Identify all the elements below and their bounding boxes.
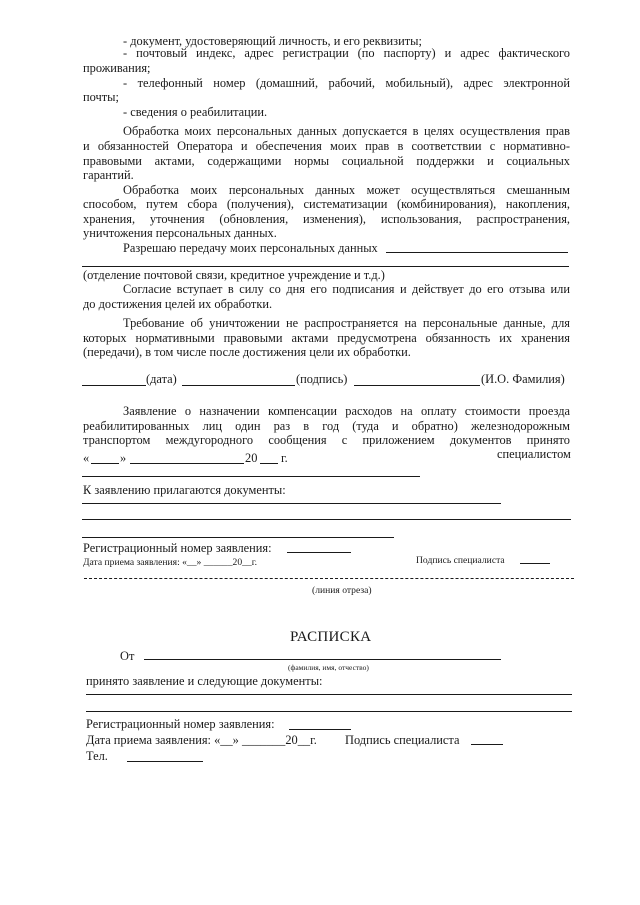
cut-line	[84, 578, 574, 579]
bullet-phone-line-2: почты;	[83, 90, 119, 104]
receipt-date-label: Дата приема заявления: «__» ______20__г.	[83, 557, 257, 568]
reg-number-label: Регистрационный номер заявления:	[83, 541, 272, 555]
transfer-hint: (отделение почтовой связи, кредитное учреждение и т.д.)	[83, 268, 385, 282]
method-line-4: уничтожения персональных данных.	[83, 226, 277, 240]
receipt-reg-number-field[interactable]	[289, 729, 351, 730]
receipt-specialist-sign-field[interactable]	[471, 744, 503, 745]
transfer-recipient-field-2[interactable]	[82, 266, 569, 267]
attachments-field-3[interactable]	[82, 537, 394, 538]
validity-line-1: Согласие вступает в силу со дня его подписания и действует до его отзыва или	[123, 282, 570, 296]
acceptance-year-prefix: 20	[245, 451, 258, 465]
destroy-line-1: Требование об уничтожении не распространяется на персональные данные, для	[123, 316, 570, 330]
date-close-quote: »	[120, 451, 127, 465]
transfer-recipient-field[interactable]	[386, 252, 568, 253]
bullet-phone-line-1: - телефонный номер (домашний, рабочий, мобильный), адрес электронной	[123, 76, 570, 90]
full-name-caption: (И.О. Фамилия)	[481, 372, 565, 386]
receipt-accepted-label: принято заявление и следующие документы:	[86, 674, 323, 688]
method-line-3: хранения, уточнения (обновления, изменения), использования, распространения,	[83, 212, 570, 226]
destroy-line-3: (передачи), в том числе после достижения цели их обработки.	[83, 345, 411, 359]
date-field[interactable]	[82, 385, 146, 386]
bullet-id-doc: - документ, удостоверяющий личность, и его реквизиты;	[123, 34, 422, 48]
receipt-documents-field-2[interactable]	[86, 711, 572, 712]
purpose-line-1: Обработка моих персональных данных допускается в целях осуществления прав	[123, 124, 570, 138]
attachments-field-2[interactable]	[82, 519, 571, 520]
specialist-sign-label: Подпись специалиста	[416, 555, 505, 566]
acceptance-line-2: реабилитированных лиц один раз в год (туда и обратно) железнодорожным	[83, 419, 570, 433]
acceptance-month-field[interactable]	[130, 463, 244, 464]
method-line-2: способом, путем сбора (получения), систематизации (комбинирования), накопления,	[83, 197, 570, 211]
receipt-title: РАСПИСКА	[290, 629, 372, 645]
date-caption: (дата)	[146, 372, 177, 386]
receipt-from-label: От	[120, 649, 135, 663]
destroy-line-2: которых нормативными правовыми актами предусмотрена обязанность их хранения	[83, 331, 570, 345]
purpose-line-4: гарантий.	[83, 168, 134, 182]
receipt-from-hint: (фамилия, имя, отчество)	[288, 663, 369, 672]
method-line-1: Обработка моих персональных данных может осуществляться смешанным	[123, 183, 570, 197]
receipt-phone-label: Тел.	[86, 749, 108, 763]
receipt-specialist-sign-label: Подпись специалиста	[345, 733, 460, 747]
specialist-label: специалистом	[497, 447, 571, 461]
reg-number-field[interactable]	[287, 552, 351, 553]
receipt-documents-field-1[interactable]	[86, 694, 572, 695]
date-open-quote: «	[83, 451, 90, 465]
attachments-label: К заявлению прилагаются документы:	[83, 483, 286, 497]
bullet-rehab: - сведения о реабилитации.	[123, 105, 268, 119]
purpose-line-2: и обязанностей Оператора и обеспечения моих прав в соответствии с нормативно-	[83, 139, 570, 153]
validity-line-2: до достижения целей их обработки.	[83, 297, 273, 311]
attachments-field-1[interactable]	[82, 503, 501, 504]
specialist-sign-field[interactable]	[520, 563, 550, 564]
full-name-field[interactable]	[354, 385, 480, 386]
receipt-date-label: Дата приема заявления: «__» _______20__г.	[86, 733, 317, 747]
acceptance-year-field[interactable]	[260, 463, 278, 464]
acceptance-year-suffix: г.	[281, 451, 288, 465]
signature-caption: (подпись)	[296, 372, 348, 386]
acceptance-line-1: Заявление о назначении компенсации расходов на оплату стоимости проезда	[123, 404, 570, 418]
purpose-line-3: правовыми актами, содержащими нормы социальной поддержки и социальных	[83, 154, 570, 168]
acceptance-line-3: транспортом междугородного сообщения с приложением документов принято	[83, 433, 570, 447]
bullet-address-line-2: проживания;	[83, 61, 151, 75]
bullet-address-line-1: - почтовый индекс, адрес регистрации (по паспорту) и адрес фактического	[123, 46, 570, 60]
cut-line-caption: (линия отреза)	[312, 585, 372, 596]
transfer-label: Разрешаю передачу моих персональных данных	[123, 241, 378, 255]
specialist-name-field[interactable]	[82, 476, 420, 477]
receipt-from-field[interactable]	[144, 659, 501, 660]
signature-field[interactable]	[182, 385, 295, 386]
receipt-phone-field[interactable]	[127, 761, 203, 762]
acceptance-day-field[interactable]	[91, 463, 119, 464]
receipt-reg-number-label: Регистрационный номер заявления:	[86, 717, 275, 731]
